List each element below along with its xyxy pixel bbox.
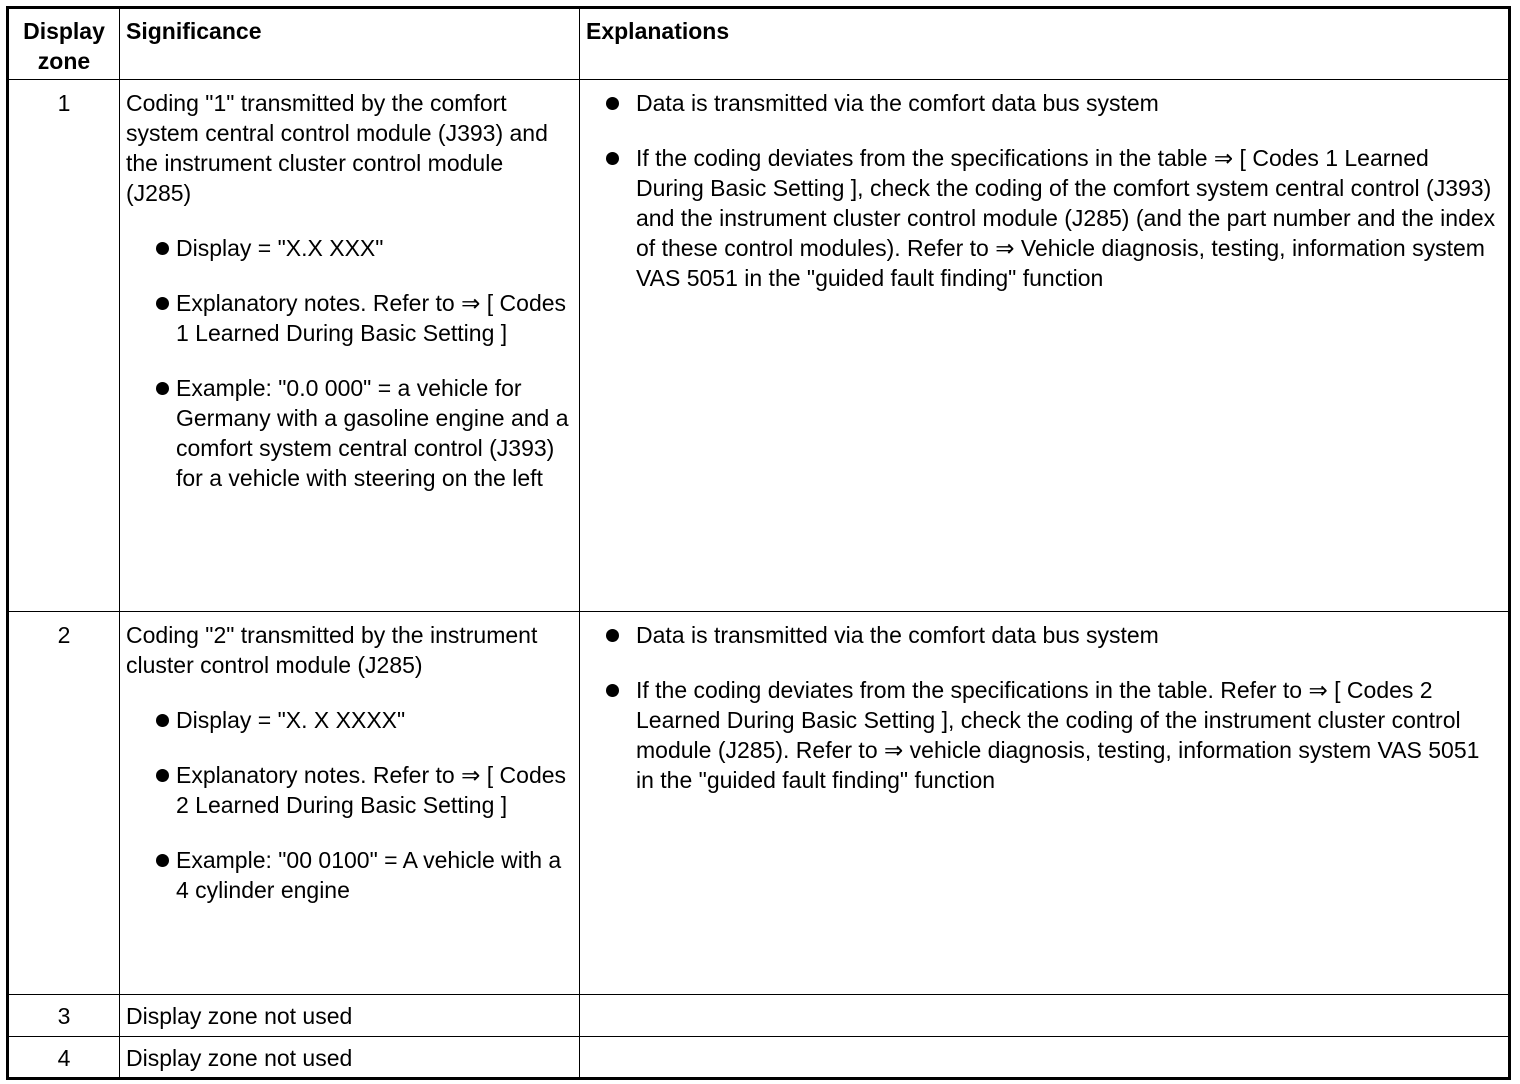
list-item-text: If the coding deviates from the specifications in the table. Refer to ⇒ [ Codes 2 Learned During Basic Setting ], check the coding of the instrument cluster control module (J285). Refer to ⇒ vehicle diagnosis, testing, information system VAS 5051 in the "guided fault finding" function — [636, 677, 1480, 793]
explanations-cell — [580, 995, 1510, 1037]
list-item-text: Explanatory notes. Refer to ⇒ [ Codes 1 Learned During Basic Setting ] — [176, 290, 567, 346]
list-item — [156, 705, 573, 735]
significance-cell — [120, 612, 580, 995]
zone-number: 2 — [8, 612, 120, 995]
significance-cell — [120, 80, 580, 612]
list-item — [156, 845, 573, 905]
explanations-list — [588, 88, 1502, 293]
document-page — [6, 6, 1508, 1078]
list-item-text: Display = "X.X XXX" — [176, 235, 384, 261]
list-item-text: Data is transmitted via the comfort data bus system — [636, 622, 1159, 648]
table-row — [8, 80, 1510, 612]
bullet-icon — [156, 714, 169, 727]
explanations-cell — [580, 612, 1510, 995]
bullet-icon — [606, 152, 619, 165]
header-zone-line1: Display — [23, 18, 105, 44]
list-item — [588, 675, 1502, 795]
significance-list — [156, 705, 573, 905]
list-item-text: If the coding deviates from the specifications in the table ⇒ [ Codes 1 Learned During Basic Setting ], check the coding of the comfort system central control (J393) and the instrument cluster control module (J285) (and the part number and the index of these control modules). Refer to ⇒ Vehicle diagnosis, testing, information system VAS 5051 in the "guided fault finding" function — [636, 145, 1496, 291]
list-item — [588, 143, 1502, 293]
significance-intro: Coding "2" transmitted by the instrument cluster control module (J285) — [126, 622, 538, 678]
list-item-text: Example: "0.0 000" = a vehicle for Germany with a gasoline engine and a comfort system central control (J393) for a vehicle with steering on the left — [176, 375, 569, 491]
bullet-icon — [156, 297, 169, 310]
bullet-icon — [156, 854, 169, 867]
bullet-icon — [156, 382, 169, 395]
list-item-text: Data is transmitted via the comfort data bus system — [636, 90, 1159, 116]
display-zone-table — [6, 6, 1511, 1080]
list-item-text: Example: "00 0100" = A vehicle with a 4 cylinder engine — [176, 847, 562, 903]
list-item — [588, 620, 1502, 650]
zone-number: 3 — [8, 995, 120, 1037]
list-item-text: Display = "X. X XXXX" — [176, 707, 406, 733]
explanations-cell — [580, 1037, 1510, 1079]
bullet-icon — [606, 629, 619, 642]
list-item-text: Explanatory notes. Refer to ⇒ [ Codes 2 Learned During Basic Setting ] — [176, 762, 567, 818]
table-header-row — [8, 8, 1510, 80]
bullet-icon — [156, 242, 169, 255]
significance-cell: Display zone not used — [120, 995, 580, 1037]
list-item — [156, 288, 573, 348]
list-item — [156, 760, 573, 820]
table-row — [8, 612, 1510, 995]
header-zone-line2: zone — [37, 48, 91, 74]
table-row — [8, 995, 1510, 1037]
list-item — [156, 373, 573, 493]
list-item — [588, 88, 1502, 118]
explanations-list — [588, 620, 1502, 795]
explanations-cell — [580, 80, 1510, 612]
header-significance: Significance — [120, 8, 580, 80]
significance-intro: Coding "1" transmitted by the comfort system central control module (J393) and the instrument cluster control module (J285) — [126, 90, 548, 206]
bullet-icon — [606, 684, 619, 697]
table-row — [8, 1037, 1510, 1079]
zone-number: 1 — [8, 80, 120, 612]
header-display-zone — [8, 8, 120, 80]
bullet-icon — [606, 97, 619, 110]
bullet-icon — [156, 769, 169, 782]
header-explanations: Explanations — [580, 8, 1510, 80]
significance-cell: Display zone not used — [120, 1037, 580, 1079]
list-item — [156, 233, 573, 263]
significance-list — [156, 233, 573, 493]
zone-number: 4 — [8, 1037, 120, 1079]
